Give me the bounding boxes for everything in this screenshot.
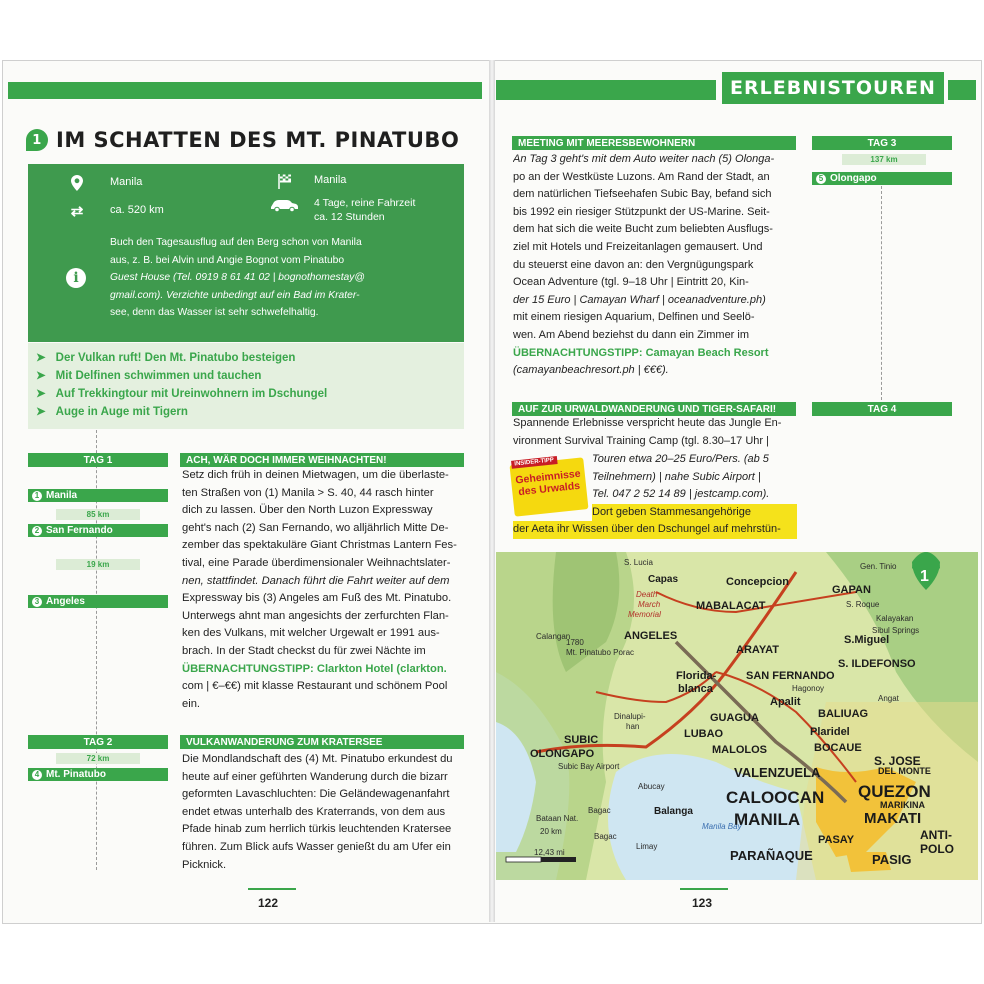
text-line: ein. [182, 697, 201, 710]
stop-san-fernando [28, 524, 168, 537]
left-top-bar [8, 82, 482, 99]
finish-flag-icon [276, 172, 294, 190]
start-label: Manila [110, 176, 143, 188]
day2-tag: TAG 2 [28, 735, 168, 749]
map-place: Bagac [588, 806, 611, 815]
text-line: dem natürlichen Tiefseehafen Subic Bay, befand sich [513, 188, 772, 201]
stop-olongapo [812, 172, 952, 185]
map-place: Angat [878, 694, 899, 703]
map-town: OLONGAPO [530, 748, 595, 760]
highlight-text: Mit Delfinen schwimmen und tauchen [55, 370, 262, 382]
text-line: du steuerst eine davon an: den Vergnügungspark [513, 258, 754, 271]
text-line: der Aeta ihr Wissen über den Dschungel auf mehrstün- [513, 521, 797, 539]
map-town: PARAÑAQUE [730, 848, 813, 863]
location-pin-icon [68, 174, 86, 192]
map-place: Manila Bay [702, 822, 742, 831]
info-icon: i [66, 268, 86, 288]
map-town: SUBIC [564, 734, 599, 746]
right-top-bar-end [948, 80, 976, 100]
map-place: Gen. Tinio [860, 562, 897, 571]
map-town: MALOLOS [712, 744, 767, 756]
km-badge: 137 km [842, 154, 926, 165]
text-line: bis 1992 ein riesiger Stützpunkt der US-Marine. Seit- [513, 205, 770, 218]
info-note-line: Buch den Tagesausflug auf den Berg schon von Manila [110, 237, 362, 248]
day1-heading: ACH, WÄR DOCH IMMER WEIHNACHTEN! [180, 453, 464, 467]
map-poi: March [638, 600, 661, 609]
map-town: MAKATI [864, 810, 922, 827]
tour-title-text: IM SCHATTEN DES MT. PINATUBO [56, 128, 460, 152]
map-town: PASIG [872, 852, 912, 867]
swap-arrows-icon: ⇄ [70, 203, 84, 220]
map-town: CALOOCAN [726, 788, 825, 807]
info-note-line: Guest House (Tel. 0919 8 61 41 02 | bognothomestay@ [110, 272, 365, 283]
end-row [276, 172, 346, 190]
day2-text [182, 751, 466, 874]
page-number-rule [248, 888, 296, 890]
map-town: GUAGUA [710, 712, 759, 724]
map-place: Bagac [594, 832, 617, 841]
km-badge: 85 km [56, 509, 140, 520]
info-note-line: gmail.com). Verzichte unbedingt auf ein Bad im Krater- [110, 289, 360, 301]
map-town: S.Miguel [844, 634, 890, 646]
text-line: führen. Zum Blick aufs Wasser genießt du am Ufer ein [182, 840, 451, 853]
text-line: Touren etwa 20–25 Euro/Pers. (ab 5 [592, 453, 769, 465]
highlight-item: ➤ Auf Trekkingtour mit Ureinwohnern im Dschungel [36, 388, 328, 400]
text-line: Unterwegs ahnt man angesichts der zerfurchten Flan- [182, 609, 449, 622]
duration-line-1: 4 Tage, reine Fahrzeit [314, 197, 416, 209]
km-badge: 19 km [56, 559, 140, 570]
map-place: Hagonoy [792, 684, 825, 693]
text-line: An Tag 3 geht's mit dem Auto weiter nach (5) Olonga- [513, 153, 775, 165]
stop-number: 1 [32, 491, 42, 501]
map-town: LUBAO [684, 728, 724, 740]
map-town: ARAYAT [736, 644, 779, 656]
text-line: Ocean Adventure (tgl. 9–18 Uhr | Eintritt 20, Kin- [513, 276, 749, 289]
text-line: mit einem riesigen Aquarium, Delfinen und Seelö- [513, 311, 755, 324]
map-place: S. Roque [846, 600, 880, 609]
highlight-text: Auf Trekkingtour mit Ureinwohnern im Dschungel [55, 388, 328, 400]
stop-name: San Fernando [46, 525, 113, 536]
text-line: ken des Vulkans, mit welcher Urgewalt er 1991 aus- [182, 627, 440, 640]
map-town: BALIUAG [818, 708, 869, 720]
text-line: dem hat sich die weite Bucht zum beliebten Ausflugs- [513, 223, 773, 236]
text-line: der 15 Euro | Camayan Wharf | oceanadventure.ph) [513, 293, 766, 306]
stop-manila [28, 489, 168, 502]
map-town: Plaridel [810, 726, 850, 738]
highlight-item: ➤ Mit Delfinen schwimmen und tauchen [36, 370, 262, 382]
route-line [881, 186, 882, 400]
car-icon [268, 196, 300, 214]
tour-number-badge: 1 [26, 129, 48, 151]
insider-tip-badge [509, 457, 588, 516]
route-map [496, 552, 978, 880]
text-line: Expressway bis (3) Angeles am Fuß des Mt. Pinatubo. [182, 592, 452, 605]
highlight-item: ➤ Der Vulkan ruft! Den Mt. Pinatubo besteigen [36, 352, 296, 364]
insider-tip-text: Geheimnisse des Urwalds [514, 467, 582, 499]
text-line: Setz dich früh in deinen Mietwagen, um die überlaste- [182, 469, 449, 481]
insider-tip-tag: INSIDER-TIPP [511, 456, 557, 469]
map-town: Capas [648, 574, 679, 585]
map-place: S. Lucia [624, 558, 653, 567]
stop-number: 3 [32, 597, 42, 607]
map-town: SAN FERNANDO [746, 670, 835, 682]
text-line: zember das spektakuläre Giant Christmas Lantern Fes- [182, 539, 457, 552]
day2-heading: VULKANWANDERUNG ZUM KRATERSEE [180, 735, 464, 749]
text-line: com | €–€€) mit klasse Restaurant und schönem Pool [182, 680, 448, 693]
text-line: endet etwas unterhalb des Kraterrands, von dem aus [182, 805, 446, 818]
day3-text [513, 151, 797, 380]
text-line: Spannende Erlebnisse verspricht heute das Jungle En- [513, 417, 782, 429]
day4-heading: AUF ZUR URWALDWANDERUNG UND TIGER-SAFARI! [512, 402, 796, 416]
text-line: geht's nach (2) San Fernando, wo alljährlich Mitte De- [182, 521, 449, 534]
map-place: Mt. Pinatubo Porac [566, 648, 635, 657]
stop-name: Angeles [46, 596, 85, 607]
stop-number: 4 [32, 770, 42, 780]
map-town: Balanga [654, 806, 693, 817]
map-place: Calangan [536, 632, 571, 641]
map-town: han [626, 722, 640, 731]
highlight-text: Auge in Auge mit Tigern [55, 406, 188, 418]
map-town: VALENZUELA [734, 765, 821, 780]
right-top-bar [496, 80, 716, 100]
map-town: Dinalupi- [614, 712, 646, 721]
day1-text [182, 467, 466, 713]
text-line: wen. Am Abend beziehst du dann ein Zimmer im [513, 328, 750, 341]
map-town: QUEZON [858, 782, 931, 801]
map-scale-mi: 12,43 mi [534, 848, 565, 857]
text-line: dich zu lassen. Über den North Luzon Expressway [182, 504, 433, 517]
map-place: Limay [636, 842, 658, 851]
map-place: Subic Bay Airport [558, 762, 620, 771]
map-town: ANGELES [624, 630, 678, 642]
text-line: Picknick. [182, 858, 227, 871]
day4-text [513, 415, 797, 450]
km-badge: 72 km [56, 753, 140, 764]
map-place: Sibul Springs [872, 626, 920, 635]
duration-label [314, 196, 415, 224]
text-line: Tel. 047 2 52 14 89 | jestcamp.com). [592, 488, 770, 501]
text-line: ÜBERNACHTUNGSTIPP: Clarkton Hotel (clarkton. [182, 662, 447, 675]
distance-label: ca. 520 km [110, 204, 164, 216]
map-town: PASAY [818, 834, 855, 846]
text-line: Dort geben Stammesangehörige [592, 504, 797, 522]
text-line: Teilnehmern) | nahe Subic Airport | [592, 470, 761, 483]
day3-tag: TAG 3 [812, 136, 952, 150]
map-town: Apalit [770, 696, 801, 708]
map-town: Florida- [676, 670, 717, 682]
map-town: BOCAUE [814, 742, 862, 754]
stop-angeles [28, 595, 168, 608]
tour-title [26, 128, 459, 152]
map-town: MARIKINA [880, 800, 925, 810]
map-town: DEL MONTE [878, 766, 931, 776]
duration-line-2: ca. 12 Stunden [314, 211, 385, 223]
text-line: (camayanbeachresort.ph | €€€). [513, 364, 669, 377]
duration-row [268, 196, 415, 224]
tour-info-box [28, 164, 464, 342]
section-header: ERLEBNISTOUREN [722, 72, 944, 104]
map-place: Abucay [638, 782, 665, 791]
map-place: 1780 [566, 638, 584, 647]
day4-tag: TAG 4 [812, 402, 952, 416]
day4-text-indented [592, 451, 797, 521]
right-page-number: 123 [692, 896, 713, 910]
stop-number: 5 [816, 174, 826, 184]
map-town: blanca [678, 683, 713, 695]
text-line: Die Mondlandschaft des (4) Mt. Pinatubo erkundest du [182, 753, 453, 765]
map-town: S. ILDEFONSO [838, 658, 916, 670]
text-line: geformten Lavaschluchten: Die Geländewagenanfahrt [182, 788, 450, 801]
distance-row [68, 202, 164, 220]
info-note [110, 234, 455, 322]
map-poi: Memorial [628, 610, 661, 619]
stop-name: Mt. Pinatubo [46, 769, 106, 780]
page-number-rule [680, 888, 728, 890]
text-line: Pfade hinab zum herrlich türkis leuchtenden Kratersee [182, 823, 452, 836]
map-town: GAPAN [832, 584, 871, 596]
highlight-item: ➤ Auge in Auge mit Tigern [36, 406, 188, 418]
text-line: ten Straßen von (1) Manila > S. 40, 44 rasch hinter [182, 486, 434, 499]
day3-heading: MEETING MIT MEERESBEWOHNERN [512, 136, 796, 150]
text-line: tival, eine Parade überdimensionaler Weihnachtslater- [182, 556, 451, 569]
text-line: vironment Survival Training Camp (tgl. 8.30–17 Uhr | [513, 434, 769, 447]
stop-number: 2 [32, 526, 42, 536]
start-row [68, 174, 142, 192]
map-scale-km: 20 km [540, 827, 562, 836]
text-line: brach. In der Stadt checkst du für zwei Nächte im [182, 644, 426, 657]
text-line: ÜBERNACHTUNGSTIPP: Camayan Beach Resort [513, 346, 769, 359]
info-note-line: aus, z. B. bei Alvin und Angie Bognot vom Pinatubo [110, 254, 345, 266]
map-town: ANTI- [920, 828, 952, 842]
highlight-text: Der Vulkan ruft! Den Mt. Pinatubo besteigen [55, 352, 296, 364]
day1-tag: TAG 1 [28, 453, 168, 467]
map-town: Concepcion [726, 576, 789, 588]
text-line: heute auf einer geführten Wanderung durch die bizarr [182, 770, 448, 783]
end-label: Manila [314, 174, 347, 186]
stop-mt-pinatubo [28, 768, 168, 781]
map-marker-number: 1 [920, 568, 929, 585]
map-town: S. JOSE [874, 754, 921, 768]
map-place: Kalayakan [876, 614, 914, 623]
stop-name: Manila [46, 490, 78, 501]
map-place: Bataan Nat. [536, 814, 579, 823]
text-line: nen, stattfindet. Danach führt die Fahrt weiter auf dem [182, 574, 450, 587]
left-page-number: 122 [258, 896, 279, 910]
info-note-line: see, denn das Wasser ist sehr schwefelhaltig. [110, 307, 319, 318]
text-line: ziel mit Hotels und Freizeitanlagen gemausert. Und [513, 240, 763, 253]
book-spine [489, 60, 495, 922]
map-town: MABALACAT [696, 600, 766, 612]
day4-text-last [513, 521, 797, 539]
text-line: po an der Westküste Luzons. Am Rand der Stadt, an [513, 170, 770, 183]
stop-name: Olongapo [830, 173, 877, 184]
map-poi: Death [636, 590, 658, 599]
map-town: MANILA [734, 810, 801, 829]
map-town: POLO [920, 842, 955, 856]
